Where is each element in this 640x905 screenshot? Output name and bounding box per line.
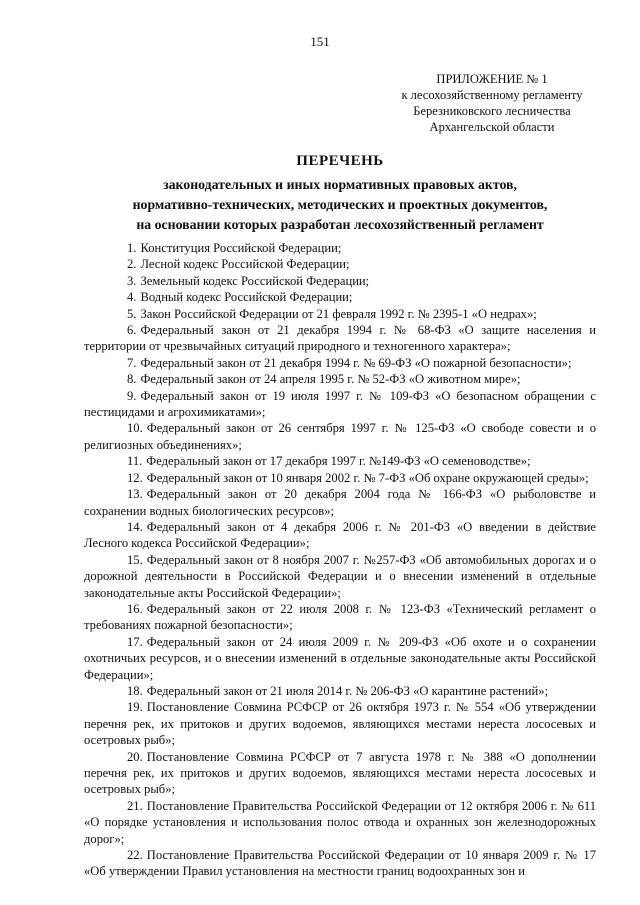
list-item-text: Федеральный закон от 24 апреля 1995 г. № 52-ФЗ «О животном мире»; [140,372,521,387]
list-item-text: Федеральный закон от 22 июля 2008 г. № 123-ФЗ «Технический регламент о требованиях пожарной безопасности»; [84,601,596,633]
list-item [84,388,596,421]
list-item [84,683,596,699]
list-item-number: 12. [127,470,143,485]
list-item-number: 2. [127,257,137,272]
subtitle-line: нормативно-технических, методических и проектных документов, [132,197,548,212]
list-item-text: Федеральный закон от 8 ноября 2007 г. №257-ФЗ «Об автомобильных дорогах и о дорожной деятельности в Российской Федерации и о внесении изменений в отдельные законодательные акты Российской Федерации»; [84,552,596,600]
list-item-text: Постановление Правительства Российской Федерации от 10 января 2009 г. № 17 «Об утверждении Правил установления на местности границ водоохранных зон и [84,848,596,879]
list-item-number: 9. [127,388,137,403]
list-item-text: Постановление Правительства Российской Федерации от 12 октября 2006 г. № 611 «О порядке установления и использования полос отвода и охранных зон железнодорожных дорог»; [84,798,596,846]
list-item-number: 18. [127,683,143,698]
list-item-text: Закон Российской Федерации от 21 февраля 1992 г. № 2395-1 «О недрах»; [140,306,537,321]
list-item [84,322,596,355]
appendix-line: к лесохозяйственному регламенту [401,88,583,102]
list-item-number: 21. [127,798,143,813]
list-item [84,699,596,748]
list-item-number: 1. [127,241,137,255]
appendix-title: ПРИЛОЖЕНИЕ № 1 [436,72,548,86]
list-item-number: 14. [127,519,143,534]
document-subtitle [80,175,600,235]
list-item [84,240,596,256]
list-item [84,749,596,798]
list-item-text: Лесной кодекс Российской Федерации; [140,257,350,272]
list-item-number: 8. [127,372,137,387]
list-item [84,273,596,289]
appendix-line: Архангельской области [429,120,555,134]
list-item-text: Федеральный закон от 20 декабря 2004 года № 166-ФЗ «О рыболовстве и сохранении водных биологических ресурсов»; [84,487,596,518]
list-item-text: Земельный кодекс Российской Федерации; [140,273,370,288]
list-item [84,420,596,453]
list-item [84,634,596,683]
list-item-text: Федеральный закон от 19 июля 1997 г. № 109-ФЗ «О безопасном обращении с пестицидами и агрохимикатами»; [84,388,596,420]
list-item [84,798,596,847]
list-item [84,355,596,371]
list-item-text: Федеральный закон от 24 июля 2009 г. № 209-ФЗ «Об охоте и о сохранении охотничьих ресурсов, и о внесении изменений в отдельные законодательные акты Российской Федерации»; [84,634,596,682]
list-item-text: Конституция Российской Федерации; [140,241,342,255]
list-item-number: 20. [127,749,143,764]
list-item [84,371,596,387]
document-title: ПЕРЕЧЕНЬ [296,153,384,169]
list-item-number: 7. [127,355,137,370]
appendix-line: Березниковского лесничества [413,104,571,118]
list-item [84,847,596,880]
list-item [84,306,596,322]
list-item [84,486,596,519]
list-item-number: 22. [127,848,143,863]
list-item-text: Водный кодекс Российской Федерации; [140,290,353,305]
list-item-number: 10. [127,421,143,436]
list-item [84,601,596,634]
list-item [84,289,596,305]
list-item [84,453,596,469]
list-item-number: 13. [127,487,143,502]
subtitle-line: на основании которых разработан лесохозяйственный регламент [136,217,544,232]
list-item-number: 11. [127,454,143,469]
legal-acts-list [84,240,596,880]
list-item-text: Федеральный закон от 21 декабря 1994 г. № 69-ФЗ «О пожарной безопасности»; [140,355,572,370]
page-number: 151 [310,34,330,49]
list-item-text: Федеральный закон от 26 сентября 1997 г. № 125-ФЗ «О свободе совести и о религиозных объединениях»; [84,421,596,452]
list-item-text: Постановление Совмина РСФСР от 26 октября 1973 г. № 554 «Об утверждении перечня рек, их притоков и других водоемов, являющихся местами нереста лососевых и осетровых рыб»; [84,700,596,748]
list-item-text: Федеральный закон от 10 января 2002 г. № 7-ФЗ «Об охране окружающей среды»; [146,470,589,485]
list-item-number: 17. [127,634,143,649]
list-item [84,470,596,486]
appendix-header [372,71,612,135]
list-item [84,552,596,601]
list-item-number: 6. [127,323,137,338]
list-item-number: 3. [127,273,137,288]
list-item-number: 5. [127,306,137,321]
list-item-number: 15. [127,552,143,567]
list-item-text: Постановление Совмина РСФСР от 7 августа 1978 г. № 388 «О дополнении перечня рек, их притоков и других водоемов, являющихся местами нереста лососевых и осетровых рыб»; [84,749,596,797]
list-item-text: Федеральный закон от 4 декабря 2006 г. № 201-ФЗ «О введении в действие Лесного кодекса Российской Федерации»; [84,519,596,551]
list-item-text: Федеральный закон от 17 декабря 1997 г. №149-ФЗ «О семеноводстве»; [146,454,531,469]
list-item-text: Федеральный закон от 21 июля 2014 г. № 206-ФЗ «О карантине растений»; [146,683,549,698]
list-item [84,519,596,552]
list-item-number: 4. [127,290,137,305]
list-item-text: Федеральный закон от 21 декабря 1994 г. № 68-ФЗ «О защите населения и территории от чрезвычайных ситуаций природного и техногенного характера»; [84,323,596,354]
list-item-number: 19. [127,700,143,715]
list-item [84,256,596,272]
subtitle-line: законодательных и иных нормативных правовых актов, [163,177,517,192]
list-item-number: 16. [127,601,143,616]
